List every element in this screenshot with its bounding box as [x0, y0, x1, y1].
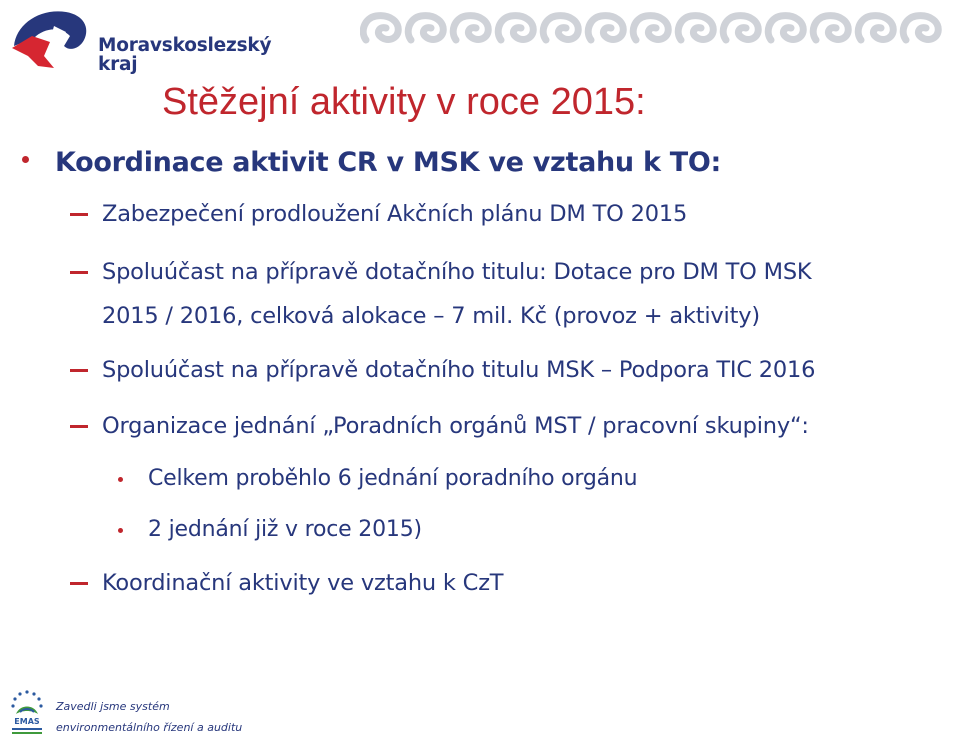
- list-item-text: Spoluúčast na přípravě dotačního titulu MSK – Podpora TIC 2016: [102, 357, 816, 383]
- list-item: [70, 348, 815, 392]
- heading-text: Koordinace aktivit CR v MSK ve vztahu k TO:: [55, 147, 721, 178]
- sub-bullet-icon: [118, 528, 123, 533]
- dash-icon: [70, 213, 88, 216]
- slide-title: Stěžejní aktivity v roce 2015:: [162, 81, 646, 123]
- dash-icon: [70, 425, 88, 428]
- list-item-text: Koordinační aktivity ve vztahu k CzT: [102, 570, 504, 596]
- dash-icon: [70, 271, 88, 274]
- logo-line-2: kraj: [98, 54, 138, 75]
- sub-list-item: [118, 464, 637, 494]
- list-item-text: Organizace jednání „Poradních orgánů MST / pracovní skupiny“:: [102, 413, 809, 439]
- emas-logo-icon: [8, 688, 46, 736]
- list-item: [70, 561, 503, 605]
- moravskoslezsky-kraj-logo: [10, 6, 272, 75]
- footer-line-1: Zavedli jsme systém: [56, 700, 170, 713]
- sub-list-item-text: Celkem proběhlo 6 jednání poradního orgánu: [148, 466, 638, 491]
- region-emblem-icon: [10, 6, 90, 72]
- sub-bullet-icon: [118, 477, 123, 482]
- list-item: [70, 404, 809, 448]
- decorative-pattern-icon: [360, 12, 960, 46]
- list-item-text: Zabezpečení prodloužení Akčních plánu DM TO 2015: [102, 201, 688, 227]
- footer-note: [56, 696, 242, 738]
- list-item-text: Spoluúčast na přípravě dotačního titulu: Dotace pro DM TO MSK: [102, 259, 812, 285]
- dash-icon: [70, 582, 88, 585]
- dash-icon: [70, 369, 88, 372]
- list-item: [70, 250, 811, 338]
- sub-list-item-text: 2 jednání již v roce 2015): [148, 517, 422, 542]
- emas-label: EMAS: [14, 717, 40, 726]
- footer-line-2: environmentálního řízení a auditu: [56, 721, 243, 734]
- list-item: [70, 192, 687, 236]
- sub-list-item: [118, 515, 422, 545]
- list-item-text-continued: 2015 / 2016, celková alokace – 7 mil. Kč (provoz + aktivity): [102, 303, 760, 329]
- main-bullet-heading: [22, 146, 721, 180]
- bullet-dot-icon: [22, 156, 29, 163]
- logo-line-1: Moravskoslezský: [98, 35, 272, 56]
